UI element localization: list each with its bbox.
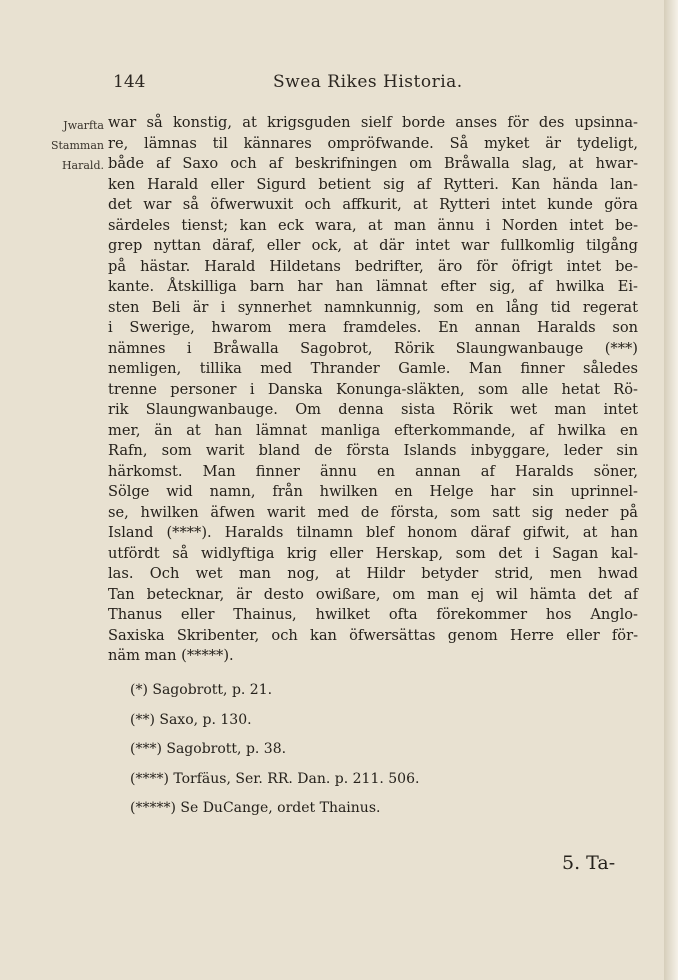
text-line: Saxiska Skribenter, och kan öfwersättas genom Herre eller för- xyxy=(108,626,638,644)
text-line: war så konstig, at krigsguden sielf borde anses för des upsinna- xyxy=(108,114,638,131)
text-line: mer, än at han lämnat manliga efterkommande, af hwilka en xyxy=(108,421,638,439)
footnote: (****) Torfäus, Ser. RR. Dan. p. 211. 506. xyxy=(130,770,420,787)
footnote: (**) Saxo, p. 130. xyxy=(130,711,252,728)
text-line: både af Saxo och af beskrifningen om Bråwalla slag, at hwar- xyxy=(108,155,638,172)
page-number: 144 xyxy=(113,72,146,92)
footnote: (*) Sagobrott, p. 21. xyxy=(130,682,273,698)
text-line: las. Och wet man nog, at Hildr betyder strid, men hwad xyxy=(108,565,638,582)
margin-note-line: Harald. xyxy=(61,159,104,172)
text-line: ken Harald eller Sigurd betient sig af Rytteri. Kan hända lan- xyxy=(108,175,638,193)
text-line: särdeles tienst; kan eck wara, at man ännu i Norden intet be- xyxy=(108,216,638,234)
text-line: det war så öfwerwuxit och affkurit, at Rytteri intet kunde göra xyxy=(108,196,638,213)
text-line: se, hwilken äfwen warit med de första, som satt sig neder på xyxy=(108,503,638,521)
margin-note xyxy=(22,116,104,176)
text-line: Rafn, som warit bland de första Islands inbyggare, leder sin xyxy=(108,442,638,459)
text-line: kante. Åtskilliga barn har han lämnat efter sig, af hwilka Ei- xyxy=(108,278,638,295)
text-line: grep nyttan däraf, eller ock, at där intet war fullkomlig tilgång xyxy=(108,237,638,254)
footnote: (***) Sagobrott, p. 38. xyxy=(130,741,287,757)
text-line: på hästar. Harald Hildetans bedrifter, äro för öfrigt intet be- xyxy=(108,257,638,275)
footnote: (*****) Se DuCange, ordet Thainus. xyxy=(130,800,381,816)
text-line: rik Slaungwanbauge. Om denna sista Rörik wet man intet xyxy=(108,401,638,418)
text-line: nämnes i Bråwalla Sagobrot, Rörik Slaungwanbauge (***) xyxy=(108,339,638,357)
text-line: näm man (*****). xyxy=(108,647,234,664)
page-header xyxy=(113,72,653,96)
text-line: i Swerige, hwarom mera framdeles. En annan Haralds son xyxy=(108,319,638,336)
text-line: Island (****). Haralds tilnamn blef honom däraf gifwit, at han xyxy=(108,524,638,541)
text-line: Sölge wid namn, från hwilken en Helge har sin uprinnel- xyxy=(108,483,638,500)
text-line: re, lämnas til kännares ompröfwande. Så myket är tydeligt, xyxy=(108,134,638,152)
page-edge xyxy=(664,0,678,980)
text-line: nemligen, tillika med Thrander Gamle. Man finner således xyxy=(108,360,638,377)
catchword: 5. Ta- xyxy=(562,852,616,874)
text-line: utfördt så widlyftiga krig eller Herskap, som det i Sagan kal- xyxy=(108,544,638,562)
margin-note-line: Jwarfta xyxy=(63,119,104,132)
main-text xyxy=(108,113,638,667)
text-line: trenne personer i Danska Konunga-släkten, som alle hetat Rö- xyxy=(108,380,638,398)
running-title: Swea Rikes Historia. xyxy=(273,72,463,92)
footnotes xyxy=(130,676,530,824)
text-line: sten Beli är i synnerhet namnkunnig, som en lång tid regerat xyxy=(108,298,638,316)
text-line: härkomst. Man finner ännu en annan af Haralds söner, xyxy=(108,462,638,480)
margin-note-line: Stamman xyxy=(50,139,104,152)
text-line: Tan betecknar, är desto owißare, om man ej wil hämta det af xyxy=(108,585,638,603)
text-line: Thanus eller Thainus, hwilket ofta förekommer hos Anglo- xyxy=(108,606,638,623)
